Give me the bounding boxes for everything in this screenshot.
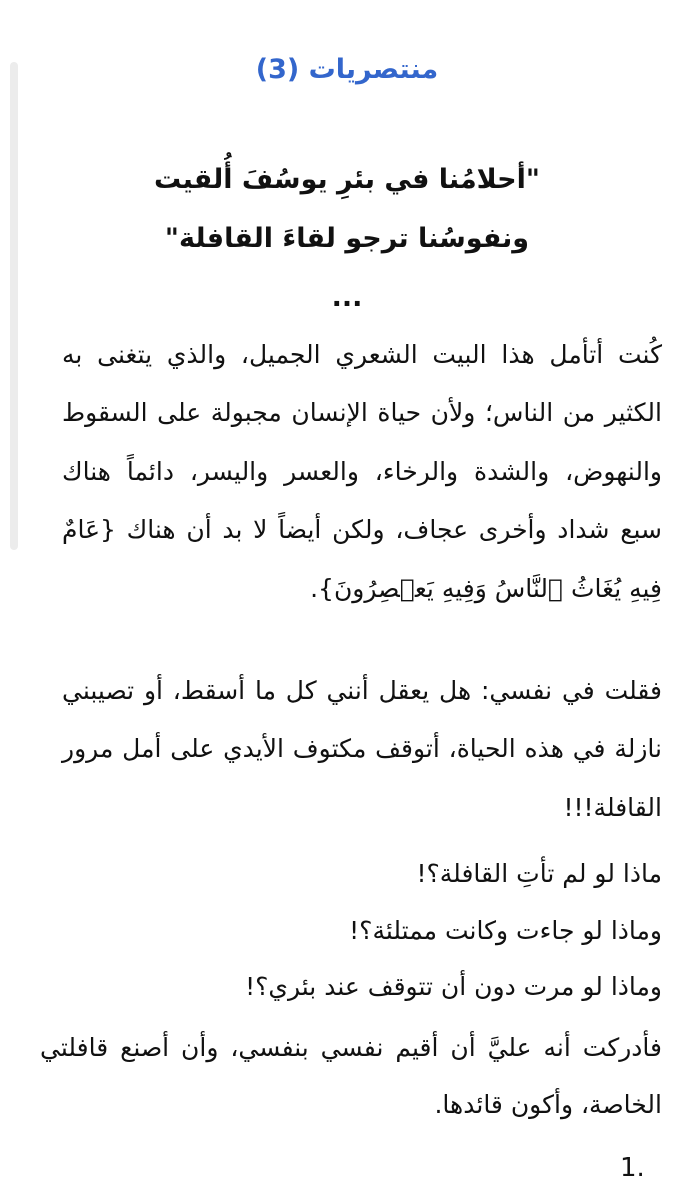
paragraph-reflection: كُنت أتأمل هذا البيت الشعري الجميل، والذي يتغنى به الكثير من الناس؛ ولأن حياة الإنسان مجبولة على السقوط والنهوض، والشدة والرخاء، والعسر واليسر، دائماً هناك سبع شداد وأخرى عجاف، ولكن أيضاً لا بد أن هناك {عَامٌ فِيهِ يُغَاثُ ٱلنَّاسُ وَفِيهِ يَعۡصِرُونَ}.	[62, 340, 662, 603]
poem-verse-line-2: ونفوسُنا ترجو لقاءَ القافلة"	[164, 223, 530, 254]
poem-verse-line-1: "أحلامُنا في بئرِ يوسُفَ أُلقيت	[154, 164, 540, 195]
paragraph-conclusion: فأدركت أنه عليَّ أن أقيم نفسي بنفسي، وأن أصنع قافلتي الخاصة، وأكون قائدها.	[40, 1033, 662, 1119]
paragraph-self-question: فقلت في نفسي: هل يعقل أنني كل ما أسقط، أو تصيبني نازلة في هذه الحياة، أتوقف مكتوف الأيدي على أمل مرور القافلة!!!	[62, 676, 662, 822]
page-title: منتصريات (3)	[255, 54, 439, 85]
section-ellipsis: ...	[331, 282, 363, 313]
question-line: وماذا لو جاءت وكانت ممتلئة؟!	[349, 916, 662, 945]
question-line: وماذا لو مرت دون أن تتوقف عند بئري؟!	[245, 972, 662, 1001]
footnote-marker: 1.	[620, 1153, 645, 1183]
question-line: ماذا لو لم تأتِ القافلة؟!	[416, 859, 662, 888]
